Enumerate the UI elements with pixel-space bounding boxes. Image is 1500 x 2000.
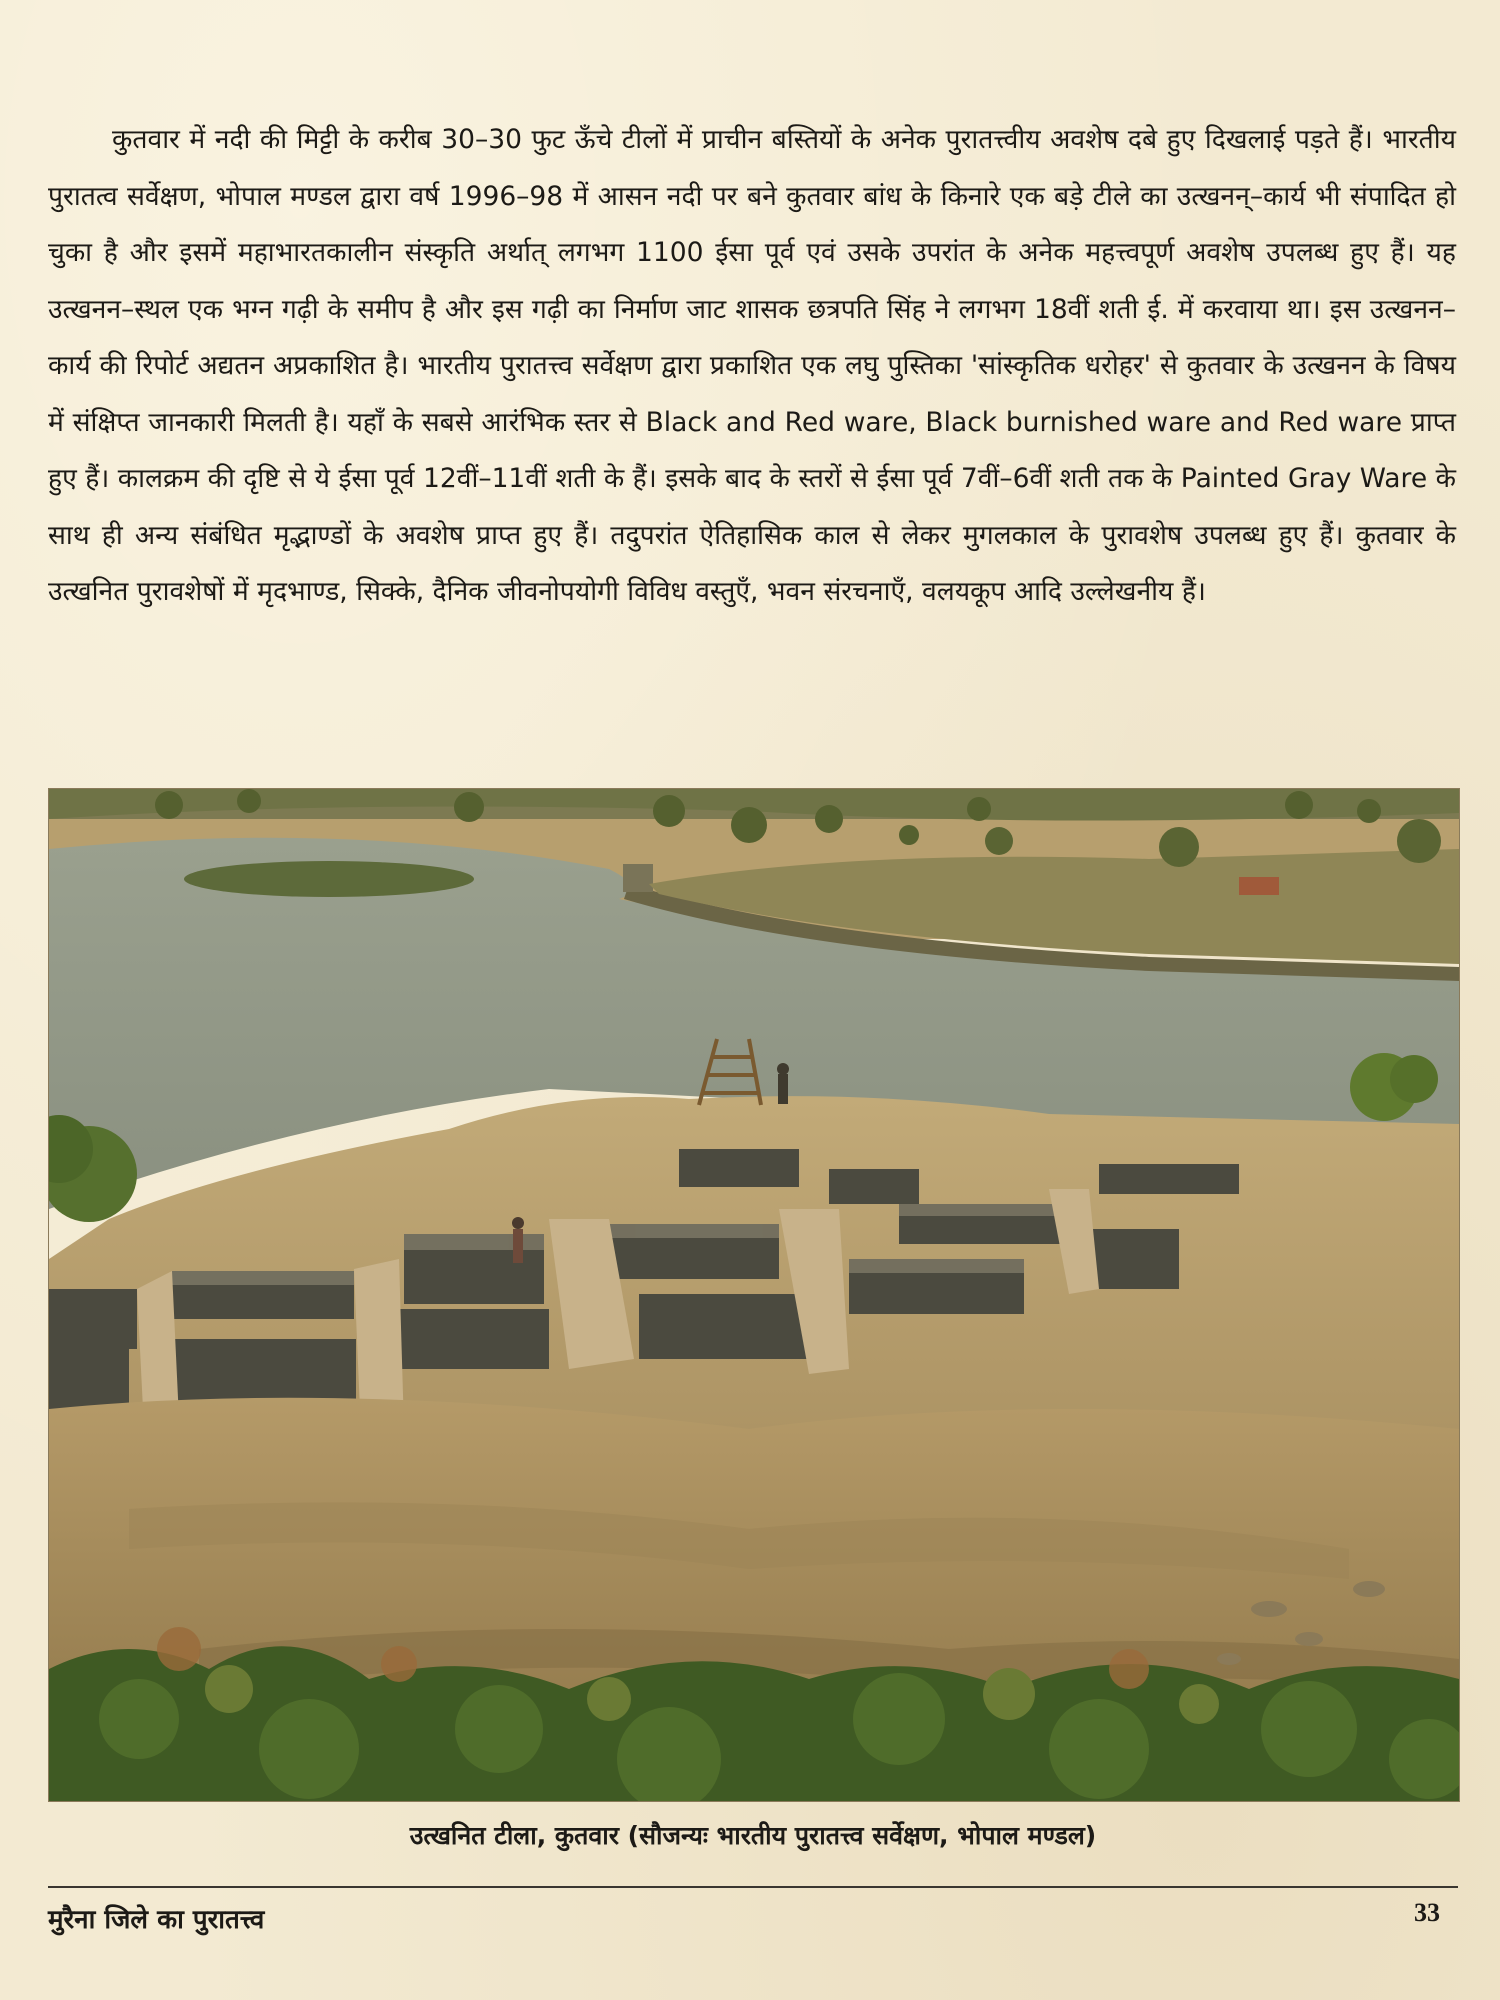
excavation-photo-image [49, 789, 1459, 1801]
excavation-photo [48, 788, 1460, 1802]
page-number: 33 [1414, 1898, 1440, 1927]
footer-divider [48, 1886, 1458, 1888]
body-paragraph: कुतवार में नदी की मिट्टी के करीब 30–30 फुट ऊँचे टीलों में प्राचीन बस्तियों के अनेक पुरातत्त्वीय अवशेष दबे हुए दिखलाई पड़ते हैं। भारतीय पुरातत्व सर्वेक्षण, भोपाल मण्डल द्वारा वर्ष 1996–98 में आसन नदी पर बने कुतवार बांध के किनारे एक बड़े टीले का उत्खनन्–कार्य भी संपादित हो चुका है और इसमें महाभारतकालीन संस्कृति अर्थात् लगभग 1100 ईसा पूर्व एवं उसके उपरांत के अनेक महत्त्वपूर्ण अवशेष उपलब्ध हुए हैं। यह उत्खनन–स्थल एक भग्न गढ़ी के समीप है और इस गढ़ी का निर्माण जाट शासक छत्रपति सिंह ने लगभग 18वीं शती ई. में करवाया था। इस उत्खनन–कार्य की रिपोर्ट अद्यतन अप्रकाशित है। भारतीय पुरातत्त्व सर्वेक्षण द्वारा प्रकाशित एक लघु पुस्तिका 'सांस्कृतिक धरोहर' से कुतवार के उत्खनन के विषय में संक्षिप्त जानकारी मिलती है। यहाँ के सबसे आरंभिक स्तर से Black and Red ware, Black burnished ware and Red ware प्राप्त हुए हैं। कालक्रम की दृष्टि से ये ईसा पूर्व 12वीं–11वीं शती के हैं। इसके बाद के स्तरों से ईसा पूर्व 7वीं–6वीं शती तक के Painted Gray Ware के साथ ही अन्य संबंधित मृद्भाण्डों के अवशेष प्राप्त हुए हैं। तदुपरांत ऐतिहासिक काल से लेकर मुगलकाल के पुरावशेष उपलब्ध हुए हैं। कुतवार के उत्खनित पुरावशेषों में मृदभाण्ड, सिक्के, दैनिक जीवनोपयोगी विविध वस्तुएँ, भवन संरचनाएँ, वलयकूप आदि उल्लेखनीय हैं। [48, 124, 1456, 607]
book-title: मुरैना जिले का पुरातत्त्व [48, 1905, 265, 1935]
figure-caption: उत्खनित टीला, कुतवार (सौजन्यः भारतीय पुरातत्त्व सर्वेक्षण, भोपाल मण्डल) [409, 1821, 1097, 1850]
